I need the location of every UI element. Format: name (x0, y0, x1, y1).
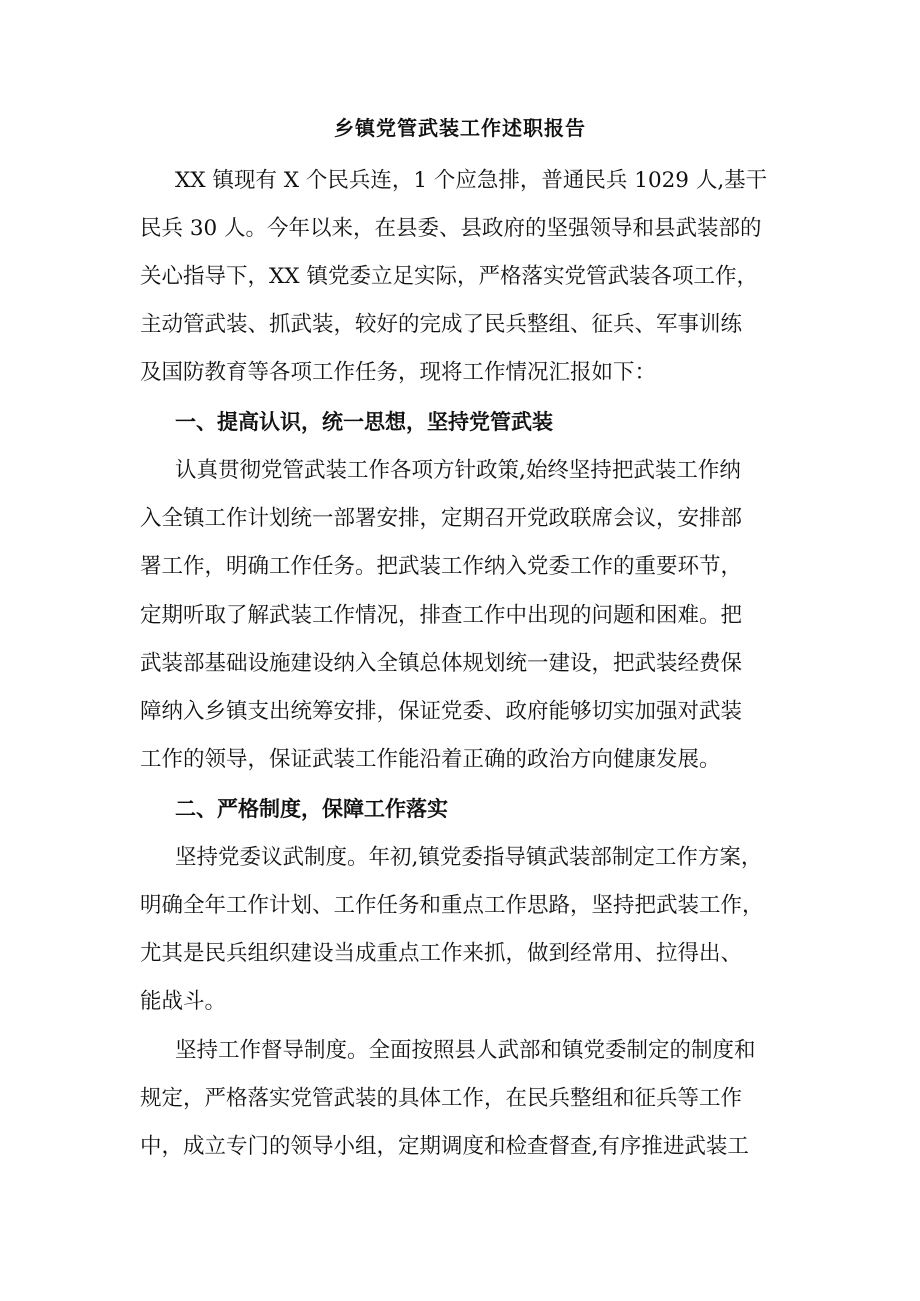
section-1-line-3: 署工作，明确工作任务。把武装工作纳入党委工作的重要环节， (140, 554, 743, 579)
section-1-line-4: 定期听取了解武装工作情况，排查工作中出现的问题和困难。把 (140, 603, 743, 628)
section-2-para-2-line-3: 中，成立专门的领导小组，定期调度和检查督查,有序推进武装工 (140, 1134, 749, 1159)
intro-line-3: 关心指导下，XX 镇党委立足实际，严格落实党管武装各项工作， (140, 264, 758, 289)
section-2-para-1-line-4: 能战斗。 (140, 989, 227, 1014)
section-2-para-1-line-1: 坚持党委议武制度。年初,镇党委指导镇武装部制定工作方案， (175, 845, 763, 870)
section-2-para-1-line-3: 尤其是民兵组织建设当成重点工作来抓，做到经常用、拉得出、 (140, 941, 743, 966)
intro-line-1: XX 镇现有 X 个民兵连，1 个应急排，普通民兵 1029 人,基干 (175, 168, 768, 193)
section-1-line-7: 工作的领导，保证武装工作能沿着正确的政治方向健康发展。 (140, 747, 721, 772)
section-2-para-2-line-1: 坚持工作督导制度。全面按照县人武部和镇党委制定的制度和 (175, 1038, 756, 1063)
section-1-heading: 一、提高认识，统一思想，坚持党管武装 (175, 409, 553, 434)
intro-line-5: 及国防教育等各项工作任务，现将工作情况汇报如下： (140, 360, 657, 385)
section-1-line-6: 障纳入乡镇支出统筹安排，保证党委、政府能够切实加强对武装 (140, 699, 743, 724)
section-1-line-5: 武装部基础设施建设纳入全镇总体规划统一建设，把武装经费保 (140, 651, 743, 676)
intro-line-4: 主动管武装、抓武装，较好的完成了民兵整组、征兵、军事训练 (140, 312, 743, 337)
section-1-line-2: 入全镇工作计划统一部署安排，定期召开党政联席会议，安排部 (140, 506, 743, 531)
section-2-heading: 二、严格制度，保障工作落实 (175, 796, 448, 821)
section-1-line-1: 认真贯彻党管武装工作各项方针政策,始终坚持把武装工作纳 (175, 458, 741, 483)
intro-line-2: 民兵 30 人。今年以来，在县委、县政府的坚强领导和县武装部的 (140, 216, 762, 241)
section-2-para-1-line-2: 明确全年工作计划、工作任务和重点工作思路，坚持把武装工作， (140, 893, 764, 918)
section-2-para-2-line-2: 规定，严格落实党管武装的具体工作，在民兵整组和征兵等工作 (140, 1086, 743, 1111)
document-title: 乡镇党管武装工作述职报告 (334, 116, 586, 140)
